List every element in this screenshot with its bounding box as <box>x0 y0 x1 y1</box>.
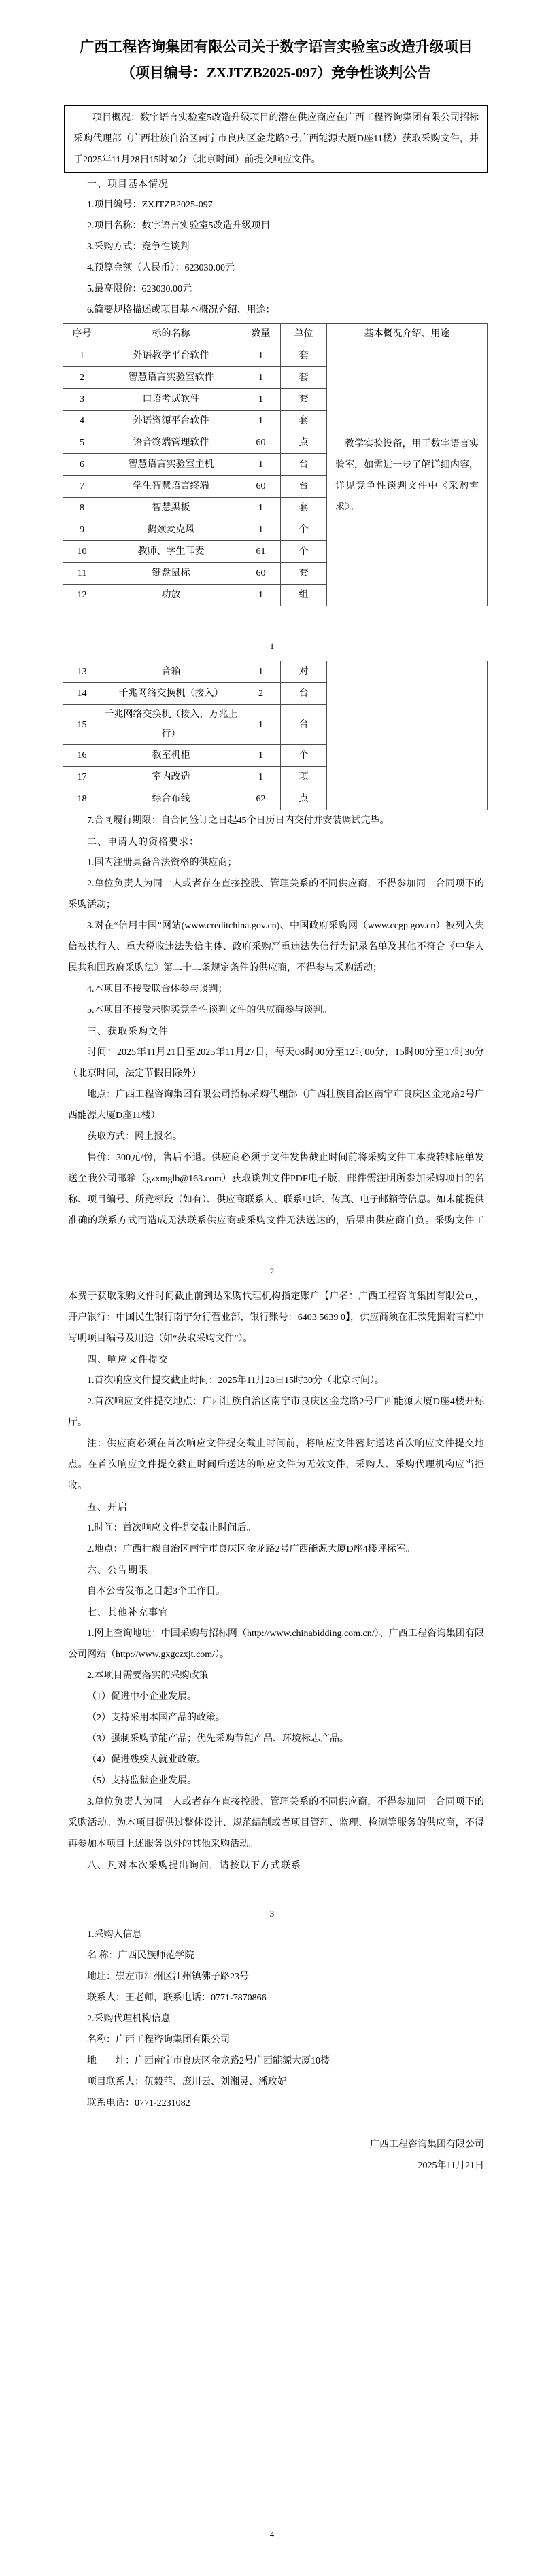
para-project-name: 2.项目名称：数字语言实验室5改造升级项目 <box>87 221 271 231</box>
para-submit-deadline: 1.首次响应文件提交截止时间：2025年11月28日15时30分（北京时间）。 <box>87 1376 384 1386</box>
table-cell: 1 <box>241 745 281 767</box>
section-heading-6: 六、公告期限 <box>87 1565 148 1576</box>
table-cell: 61 <box>241 541 281 563</box>
para-purchaser-info-title: 1.采购人信息 <box>87 1930 142 1940</box>
table-cell: 套 <box>281 389 327 411</box>
document-title <box>61 0 491 86</box>
para-open-place: 2.地点：广西壮族自治区南宁市良庆区金龙路2号广西能源大厦D座4楼评标室。 <box>87 1544 415 1554</box>
table-cell: 2 <box>63 367 101 389</box>
para-policy-5: （5）支持监狱企业发展。 <box>87 1776 197 1786</box>
table-cell: 语音终端管理软件 <box>101 432 241 454</box>
table-cell: 5 <box>63 432 101 454</box>
para-policy-3: （3）强制采购节能产品；优先采购节能产品、环境标志产品。 <box>87 1734 349 1744</box>
table-row <box>63 345 488 367</box>
table-cell: 外语教学平台软件 <box>101 345 241 367</box>
page-number-3: 3 <box>269 1909 275 1919</box>
table-cell: 室内改造 <box>101 767 241 788</box>
section-heading-7: 七、其他补充事宜 <box>87 1607 169 1618</box>
para-agency-name: 名称：广西工程咨询集团有限公司 <box>87 2035 230 2045</box>
goods-table-part1 <box>63 323 488 606</box>
table-cell: 1 <box>63 345 101 367</box>
para-agency-address: 地 址：广西南宁市良庆区金龙路2号广西能源大厦10楼 <box>87 2056 330 2066</box>
para-announcement-period: 自本公告发布之日起3个工作日。 <box>87 1586 225 1597</box>
para-contract-period: 7.合同履行期限：自合同签订之日起45个日历日内交付并安装调试完毕。 <box>87 816 390 826</box>
table-cell: 1 <box>241 367 281 389</box>
project-overview-box: 项目概况：数字语言实验室5改造升级项目的潜在供应商应在广西工程咨询集团有限公司招标采购代理部（广西壮族自治区南宁市良庆区金龙路2号广西能源大厦D座11楼）获取采购文件，并于2025年11月28日15时30分（北京时间）前提交响应文件。 <box>64 105 488 173</box>
signature-company: 广西工程咨询集团有限公司 <box>370 2140 484 2150</box>
para-doc-time: 时间：2025年11月21日至2025年11月27日，每天08时00分至12时00分，15时00分至17时30分（北京时间，法定节假日除外） <box>68 1047 484 1079</box>
table-cell: 套 <box>281 563 327 585</box>
table-cell: 2 <box>241 683 281 705</box>
table-cell: 13 <box>63 661 101 683</box>
table-cell: 教室机柜 <box>101 745 241 767</box>
section-heading-5: 五、开启 <box>87 1501 128 1512</box>
table-cell: 1 <box>241 389 281 411</box>
table-header-cell: 基本概况介绍、用途 <box>327 324 488 345</box>
table-cell: 6 <box>63 454 101 476</box>
table-cell: 套 <box>281 345 327 367</box>
table-cell: 对 <box>281 661 327 683</box>
signature-date: 2025年11月21日 <box>418 2161 484 2171</box>
para-doc-price-part1: 售价：300元/份，售后不退。供应商必须于文件发售截止时间前将采购文件工本费转账底单发送至我公司邮箱（gzxmglb@163.com）获取谈判文件PDF电子版，邮件需注明所参加采购项目的名称、项目编号、所竞标段（如有）、供应商联系人、联系电话、传真、电子邮箱等信息。如未能提供准确的联系方式而造成无法联系供应商或采购文件无法送达的，后果由供应商自负。采购文件工 <box>68 1153 484 1226</box>
signature-block <box>68 2134 484 2176</box>
table-header-cell: 标的名称 <box>101 324 241 345</box>
table-cell: 18 <box>63 788 101 810</box>
para-policy-2: （2）支持采用本国产品的政策。 <box>87 1713 225 1723</box>
table-cell: 8 <box>63 498 101 519</box>
table-cell: 1 <box>241 519 281 541</box>
table-cell: 功放 <box>101 585 241 606</box>
table-cell: 点 <box>281 432 327 454</box>
table-cell: 外语资源平台软件 <box>101 411 241 432</box>
table-cell: 1 <box>241 661 281 683</box>
table-cell: 组 <box>281 585 327 606</box>
para-purchaser-contact: 联系人：王老师，联系电话：0771-7870866 <box>87 1993 267 2003</box>
para-submit-place: 2.首次响应文件提交地点：广西壮族自治区南宁市良庆区金龙路2号广西能源大厦D座4楼开标厅。 <box>68 1397 484 1428</box>
table-header-cell: 数量 <box>241 324 281 345</box>
table-cell: 个 <box>281 541 327 563</box>
para-doc-place: 地点：广西工程咨询集团有限公司招标采购代理部（广西壮族自治区南宁市良庆区金龙路2号广西能源大厦D座11楼） <box>68 1090 484 1121</box>
table-cell: 综合布线 <box>101 788 241 810</box>
table-cell: 点 <box>281 788 327 810</box>
table-cell: 音箱 <box>101 661 241 683</box>
table-cell: 套 <box>281 367 327 389</box>
table-cell: 台 <box>281 476 327 498</box>
table-cell: 1 <box>241 411 281 432</box>
page-number-2: 2 <box>269 1266 275 1276</box>
table-cell: 1 <box>241 585 281 606</box>
table-cell: 千兆网络交换机（接入） <box>101 683 241 705</box>
table-cell: 智慧黑板 <box>101 498 241 519</box>
table-cell: 10 <box>63 541 101 563</box>
table-cell: 个 <box>281 745 327 767</box>
para-submit-note: 注：供应商必须在首次响应文件提交截止时间前，将响应文件密封送达首次响应文件提交地点。在首次响应文件提交截止时间后送达的响应文件为无效文件，采购人、采购代理机构应当拒收。 <box>68 1439 484 1491</box>
table-empty-cell <box>327 661 488 810</box>
table-cell: 1 <box>241 454 281 476</box>
para-procurement-method: 3.采购方式：竞争性谈判 <box>87 242 190 252</box>
table-cell: 15 <box>63 705 101 745</box>
para-other-2: 2.本项目需要落实的采购政策 <box>87 1671 209 1681</box>
table-header-cell: 单位 <box>281 324 327 345</box>
table-cell: 14 <box>63 683 101 705</box>
table-cell: 9 <box>63 519 101 541</box>
table-header-row <box>63 324 488 345</box>
table-cell: 学生智慧语言终端 <box>101 476 241 498</box>
para-spec-intro: 6.简要规格描述或项目基本概况介绍、用途： <box>87 305 275 315</box>
para-open-time: 1.时间：首次响应文件提交截止时间后。 <box>87 1523 256 1533</box>
table-cell: 台 <box>281 705 327 745</box>
para-policy-4: （4）促进残疾人就业政策。 <box>87 1755 206 1765</box>
title-line-2: （项目编号：ZXJTZB2025-097）竞争性谈判公告 <box>120 65 432 81</box>
title-line-1: 广西工程咨询集团有限公司关于数字语言实验室5改造升级项目 <box>80 39 473 55</box>
para-qualification-5: 5.本项目不接受未购买竞争性谈判文件的供应商参与谈判。 <box>87 1005 333 1015</box>
page-number-4: 4 <box>269 2529 275 2539</box>
para-qualification-4: 4.本项目不接受联合体参与谈判； <box>87 984 228 994</box>
table-cell: 1 <box>241 498 281 519</box>
section-heading-1: 一、项目基本情况 <box>87 178 169 189</box>
para-agency-info-title: 2.采购代理机构信息 <box>87 2014 171 2024</box>
goods-table-part2 <box>63 661 488 810</box>
table-cell: 智慧语言实验室主机 <box>101 454 241 476</box>
para-doc-method: 获取方式：网上报名。 <box>87 1132 182 1142</box>
para-other-3: 3.单位负责人为同一人或者存在直接控股、管理关系的不同供应商，不得参加同一合同项下的采购活动。为本项目提供过整体设计、规范编制或者项目管理、监理、检测等服务的供应商，不得再参加本项目上述服务以外的其他采购活动。 <box>68 1797 484 1849</box>
table-cell: 11 <box>63 563 101 585</box>
section-heading-3: 三、获取采购文件 <box>87 1026 169 1037</box>
para-doc-price-part2: 本费于获取采购文件时间截止前到达采购代理机构指定账户【户名：广西工程咨询集团有限公司，开户银行：中国民生银行南宁分行营业部，银行账号：6403 5639 0】，供应商须在汇款凭据附言栏中写明项目编号及用途（如“获取采购文件”）。 <box>68 1291 484 1344</box>
table-row <box>63 661 488 683</box>
section-heading-4: 四、响应文件提交 <box>87 1354 169 1365</box>
table-cell: 62 <box>241 788 281 810</box>
para-qualification-3: 3.对在“信用中国”网站(www.creditchina.gov.cn)、中国政府采购网（www.ccgp.gov.cn）被列入失信被执行人、重大税收违法失信主体、政府采购严重违法失信行为记录名单及其他不符合《中华人民共和国政府采购法》第二十二条规定条件的供应商，不得参与采购活动； <box>68 921 484 973</box>
para-price-cap: 5.最高限价：623030.00元 <box>87 284 192 294</box>
para-agency-phone: 联系电话：0771-2231082 <box>87 2098 190 2108</box>
para-purchaser-address: 地址：崇左市江州区江州镇佛子路23号 <box>87 1972 249 1982</box>
table-cell: 智慧语言实验室软件 <box>101 367 241 389</box>
para-other-1: 1.网上查询地址：中国采购与招标网（http://www.chinabidding.com.cn/）、广西工程咨询集团有限公司网站（http://www.gxgczxjt.com/）。 <box>68 1629 484 1660</box>
table-cell: 12 <box>63 585 101 606</box>
table-header-cell: 序号 <box>63 324 101 345</box>
para-project-number: 1.项目编号：ZXJTZB2025-097 <box>87 200 213 210</box>
table-cell: 17 <box>63 767 101 788</box>
table-cell: 鹅颈麦克风 <box>101 519 241 541</box>
table-cell: 项 <box>281 767 327 788</box>
table-cell: 口语考试软件 <box>101 389 241 411</box>
table-cell: 套 <box>281 411 327 432</box>
table-cell: 套 <box>281 498 327 519</box>
section-heading-8: 八、凡对本次采购提出询问，请按以下方式联系 <box>87 1860 301 1870</box>
table-cell: 60 <box>241 432 281 454</box>
table-cell: 1 <box>241 767 281 788</box>
table-cell: 3 <box>63 389 101 411</box>
table-cell: 60 <box>241 476 281 498</box>
table-note-cell: 教学实验设备，用于数字语言实验室，如需进一步了解详细内容，详见竞争性谈判文件中《采购需求》。 <box>327 345 488 606</box>
table-cell: 1 <box>241 345 281 367</box>
table-cell: 台 <box>281 454 327 476</box>
para-qualification-1: 1.国内注册具备合法资格的供应商； <box>87 858 237 868</box>
table-cell: 台 <box>281 683 327 705</box>
para-purchaser-name: 名 称：广西民族师范学院 <box>87 1951 194 1961</box>
table-cell: 千兆网络交换机（接入，万兆上行） <box>101 705 241 745</box>
table-cell: 1 <box>241 705 281 745</box>
table-cell: 60 <box>241 563 281 585</box>
table-cell: 个 <box>281 519 327 541</box>
page-number-1: 1 <box>269 641 275 651</box>
section-heading-2: 二、申请人的资格要求： <box>87 836 199 847</box>
table-cell: 7 <box>63 476 101 498</box>
table-cell: 16 <box>63 745 101 767</box>
para-policy-1: （1）促进中小企业发展。 <box>87 1692 197 1702</box>
table-cell: 键盘鼠标 <box>101 563 241 585</box>
para-agency-contacts: 项目联系人：伍毅菲、庞川云、刘湘灵、潘玫妃 <box>87 2077 287 2087</box>
table-cell: 教师、学生耳麦 <box>101 541 241 563</box>
para-budget: 4.预算金额（人民币）：623030.00元 <box>87 263 235 273</box>
para-qualification-2: 2.单位负责人为同一人或者存在直接控股、管理关系的不同供应商，不得参加同一合同项下的采购活动； <box>68 879 484 910</box>
table-cell: 4 <box>63 411 101 432</box>
